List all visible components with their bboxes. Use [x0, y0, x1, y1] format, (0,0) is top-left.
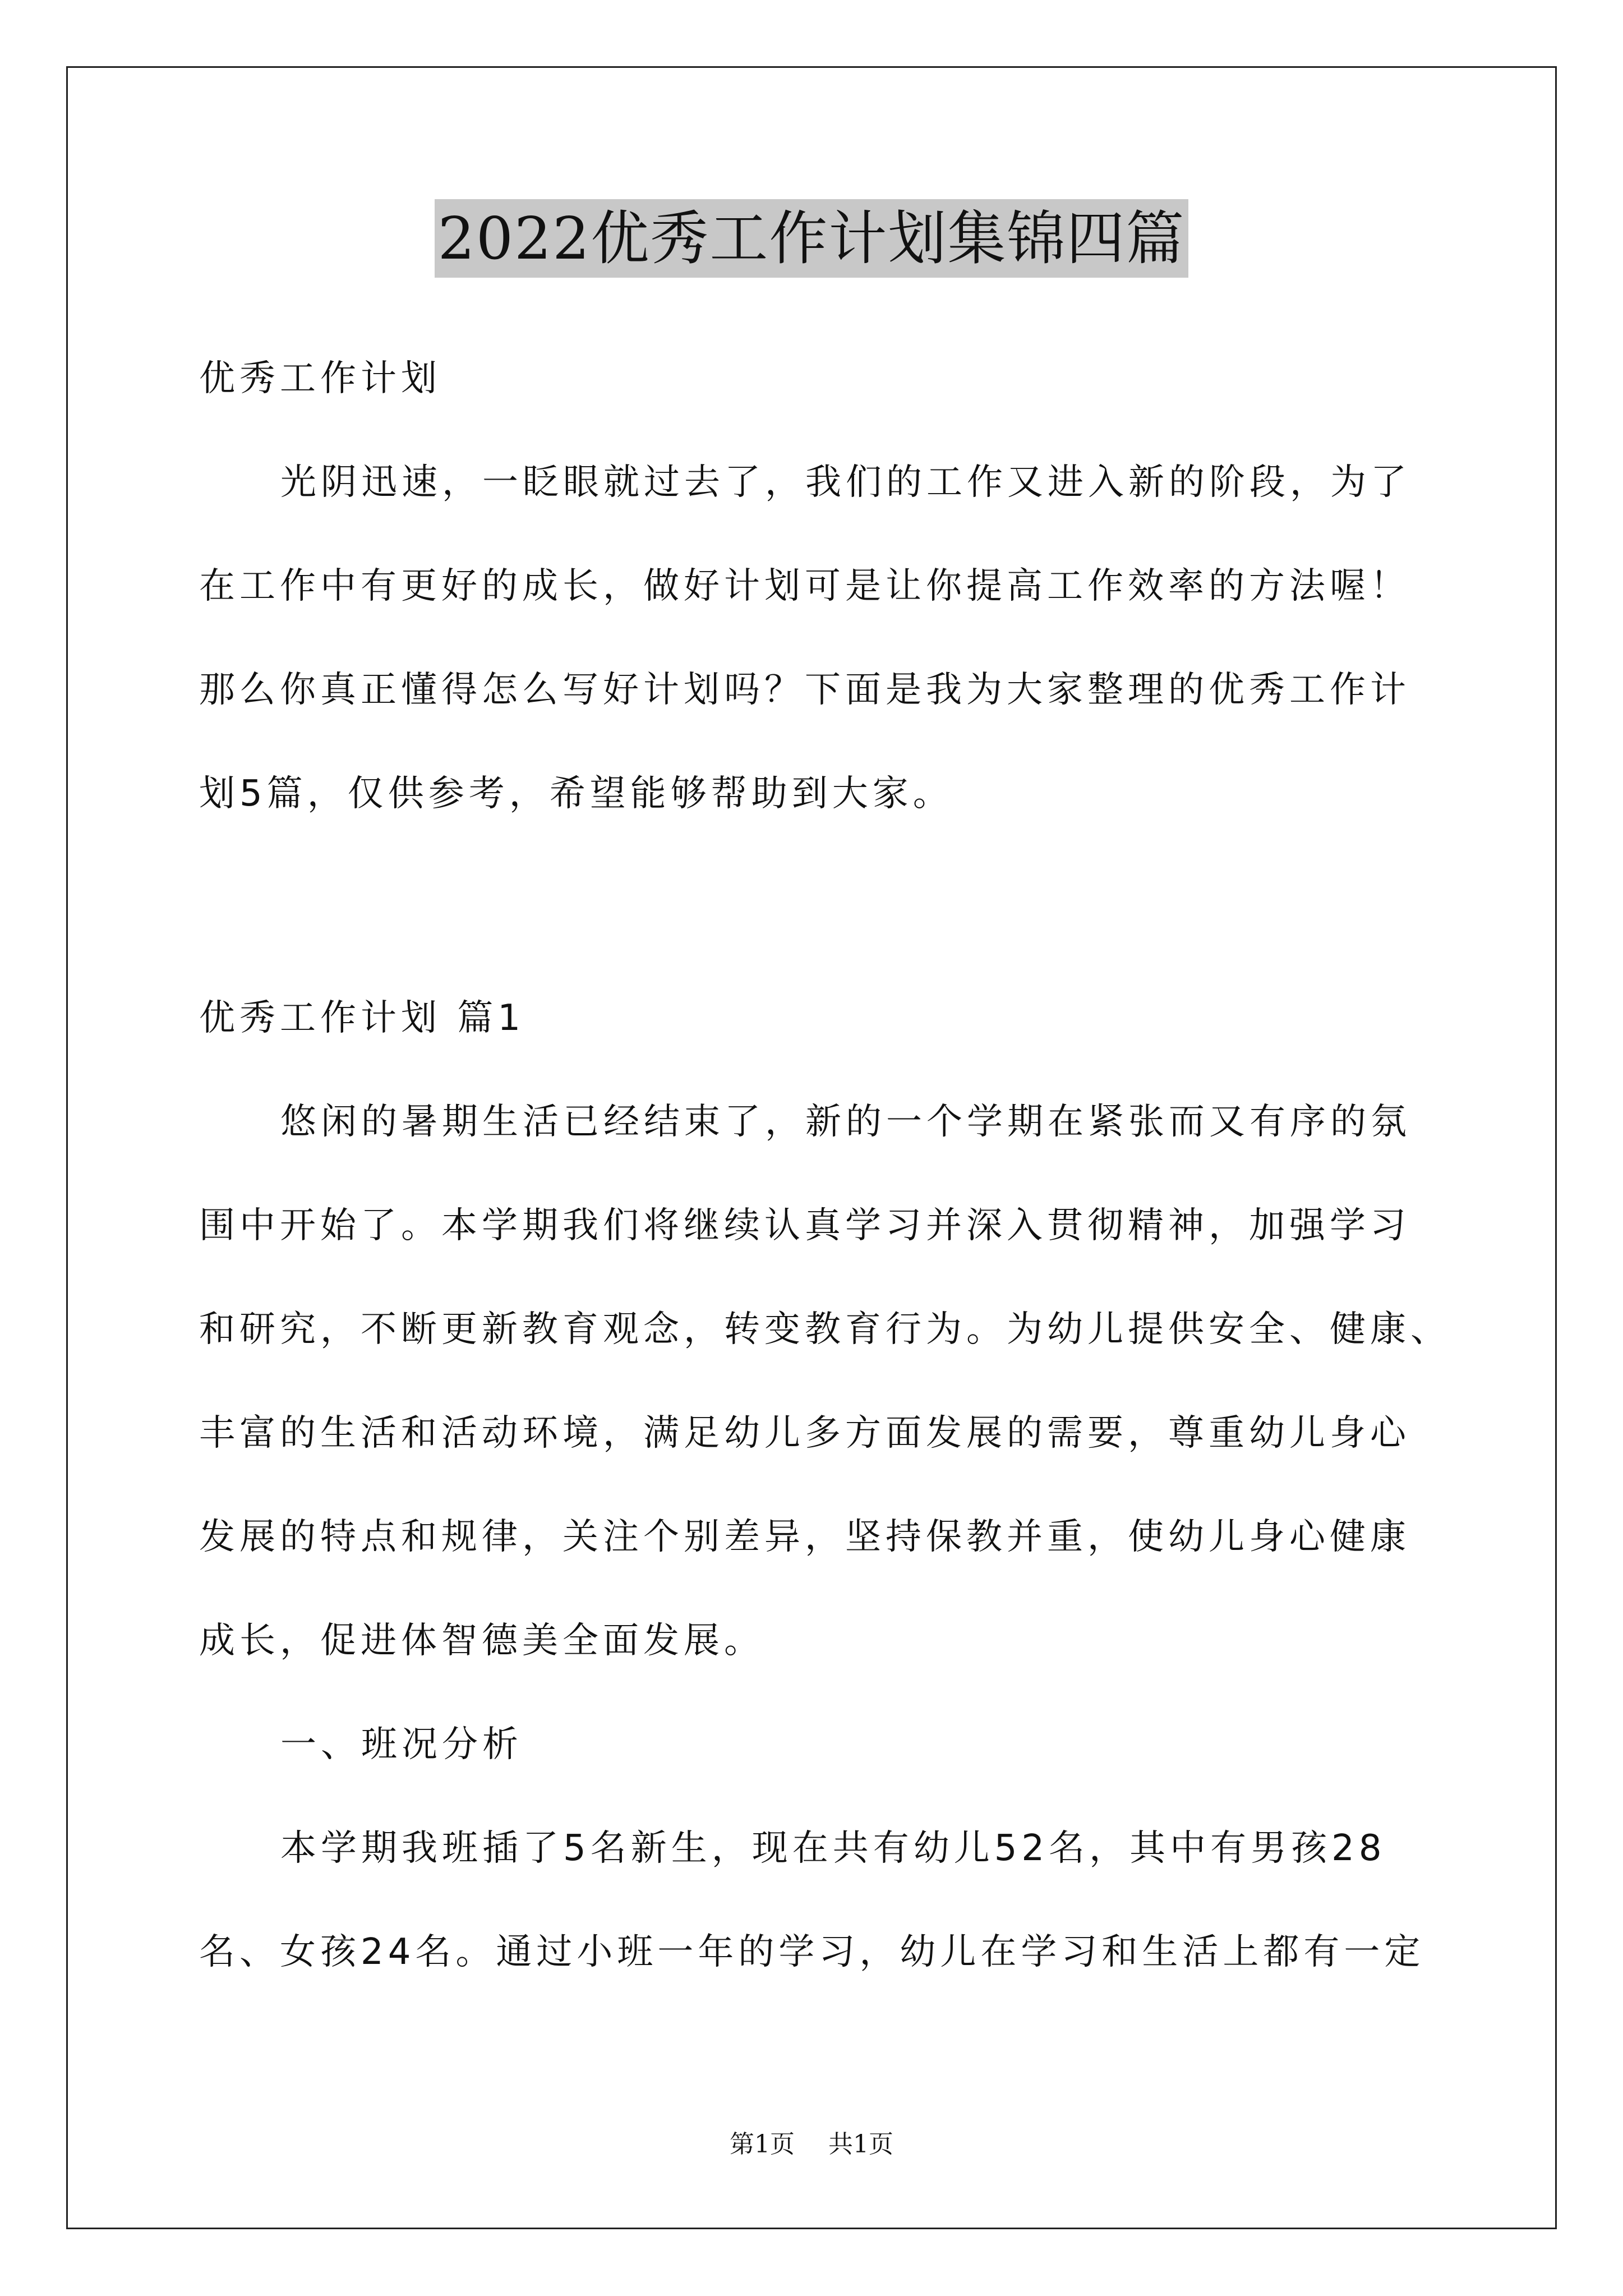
paragraph-line: 划5篇，仅供参考，希望能够帮助到大家。: [199, 773, 953, 815]
document-title: 2022优秀工作计划集锦四篇: [435, 199, 1189, 278]
paragraph-line: 本学期我班插了5名新生，现在共有幼儿52名，其中有男孩28: [280, 1828, 1386, 1869]
paragraph-line: 围中开始了。本学期我们将继续认真学习并深入贯彻精神，加强学习: [199, 1205, 1410, 1246]
title-container: [0, 199, 1623, 278]
paragraph-line: 和研究，不断更新教育观念，转变教育行为。为幼儿提供安全、健康、: [199, 1309, 1451, 1350]
paragraph-line: 名、女孩24名。通过小班一年的学习，幼儿在学习和生活上都有一定: [199, 1931, 1425, 1973]
paragraph-line: 成长，促进体智德美全面发展。: [199, 1620, 764, 1662]
section-heading: 优秀工作计划: [199, 358, 441, 399]
paragraph-line: 丰富的生活和活动环境，满足幼儿多方面发展的需要，尊重幼儿身心: [199, 1412, 1410, 1454]
section-heading: 优秀工作计划 篇1: [199, 997, 525, 1039]
page-total: 共1页: [828, 2130, 893, 2159]
paragraph-line: 发展的特点和规律，关注个别差异，坚持保教并重，使幼儿身心健康: [199, 1516, 1410, 1558]
page-number: 第1页: [730, 2130, 795, 2159]
paragraph-line: 悠闲的暑期生活已经结束了，新的一个学期在紧张而又有序的氛: [280, 1101, 1411, 1143]
page-footer: [0, 2129, 1623, 2160]
paragraph-line: 在工作中有更好的成长，做好计划可是让你提高工作效率的方法喔！: [199, 565, 1410, 607]
paragraph-line: 那么你真正懂得怎么写好计划吗？下面是我为大家整理的优秀工作计: [199, 669, 1410, 711]
paragraph-line: 光阴迅速，一眨眼就过去了，我们的工作又进入新的阶段，为了: [280, 462, 1411, 503]
subsection-heading: 一、班况分析: [280, 1724, 523, 1765]
